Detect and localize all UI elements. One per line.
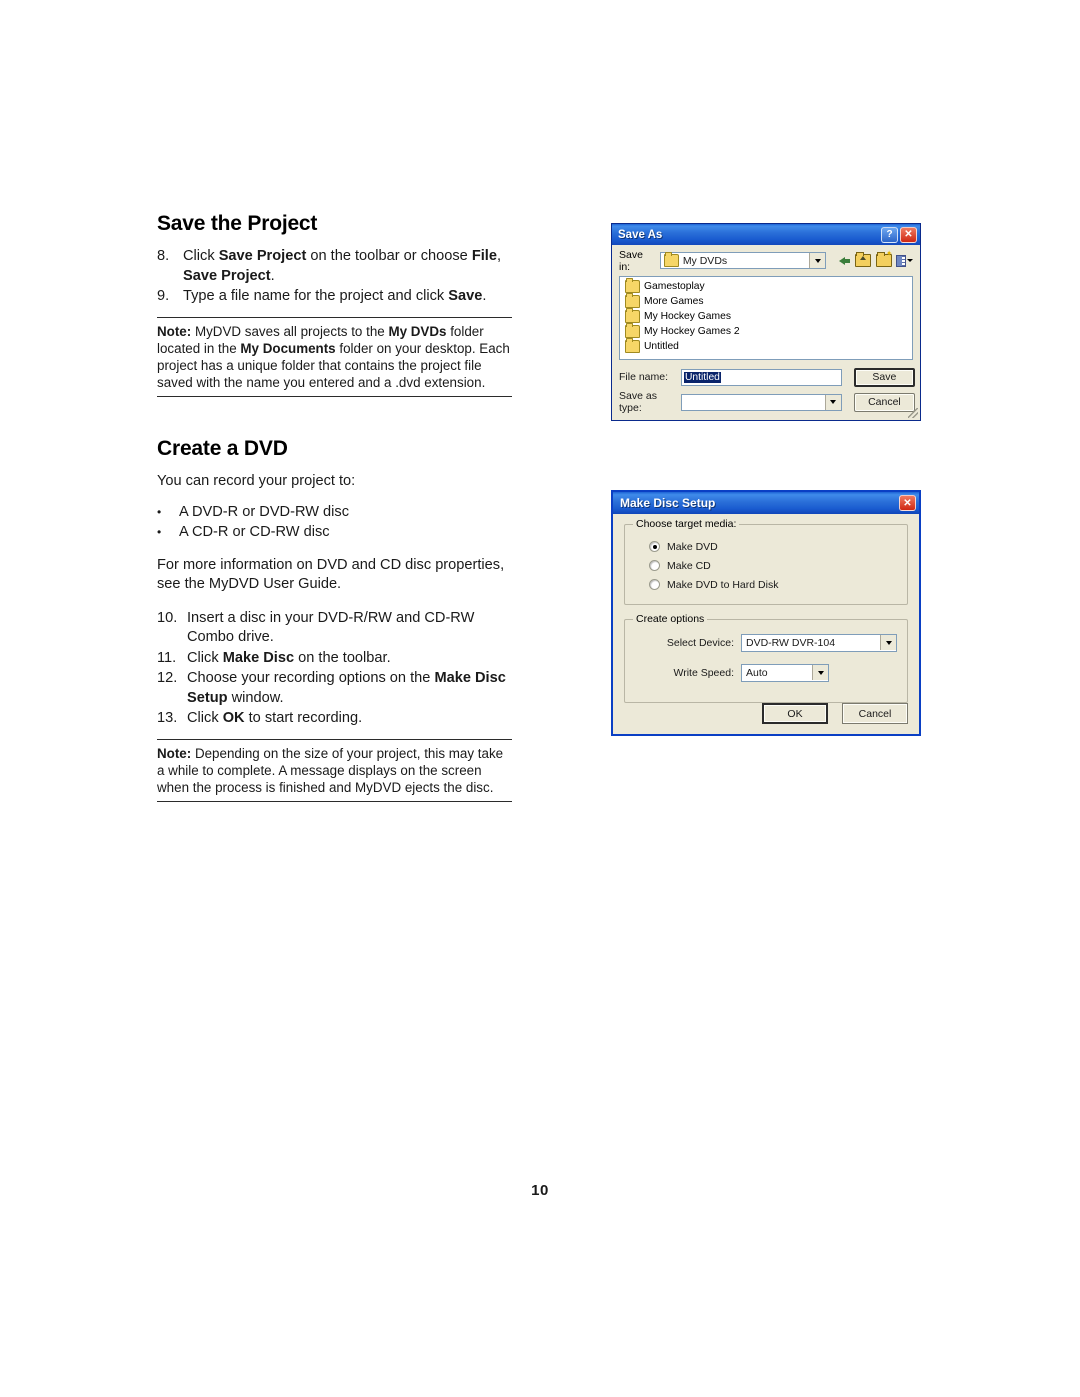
save-as-bottom xyxy=(619,367,915,417)
note-create-dvd xyxy=(157,739,512,803)
chevron-down-icon[interactable] xyxy=(812,665,828,680)
make-disc-buttons xyxy=(748,703,908,724)
save-in-row xyxy=(619,248,913,273)
step-number: 13. xyxy=(157,710,178,727)
radio-label: Make DVD xyxy=(667,540,718,553)
save-as-type-label: Save as type: xyxy=(619,390,657,414)
save-as-body xyxy=(612,245,920,420)
step-text: Click Make Disc on the toolbar. xyxy=(187,649,391,666)
create-options-legend: Create options xyxy=(633,613,707,625)
folder-icon xyxy=(625,340,640,353)
target-media-group xyxy=(624,518,908,605)
cancel-button[interactable]: Cancel xyxy=(854,393,915,412)
list-item xyxy=(157,709,512,729)
target-media-legend: Choose target media: xyxy=(633,518,739,530)
radio-icon[interactable] xyxy=(649,541,660,552)
save-in-value: My DVDs xyxy=(682,254,728,267)
radio-icon[interactable] xyxy=(649,560,660,571)
select-device-combo[interactable] xyxy=(741,634,897,652)
list-item[interactable] xyxy=(622,339,912,354)
create-dvd-bullets xyxy=(157,502,512,542)
create-dvd-paragraph: For more information on DVD and CD disc properties, see the MyDVD User Guide. xyxy=(157,556,505,593)
folder-icon xyxy=(625,280,640,293)
step-number: 9. xyxy=(157,288,170,304)
step-text: Type a file name for the project and click Save. xyxy=(183,288,487,304)
step-number: 11. xyxy=(157,649,177,666)
radio-label: Make DVD to Hard Disk xyxy=(667,578,779,591)
file-name: Gamestoplay xyxy=(644,281,705,292)
step-text: Click Save Project on the toolbar or choose File, Save Project. xyxy=(183,248,502,284)
note-text: Note: MyDVD saves all projects to the My DVDs folder located in the My Documents folder on your desktop. Each project has a unique folder that contains the project file saved with the name you entered and a .dvd extension. xyxy=(157,323,510,391)
file-name-input[interactable] xyxy=(681,369,842,386)
file-name-label: File name: xyxy=(619,371,669,383)
views-icon[interactable] xyxy=(896,253,913,269)
create-options-group xyxy=(624,613,908,703)
save-as-type-combo[interactable] xyxy=(681,394,842,411)
folder-icon xyxy=(625,295,640,308)
write-speed-row xyxy=(635,662,897,683)
document-text-column xyxy=(157,212,512,802)
page-number: 10 xyxy=(531,1182,549,1199)
chevron-down-icon[interactable] xyxy=(809,253,825,268)
save-in-label: Save in: xyxy=(619,248,643,273)
new-folder-icon[interactable]: ✦ xyxy=(875,253,892,269)
bullet-text: A CD-R or CD-RW disc xyxy=(179,523,330,540)
close-icon[interactable]: ✕ xyxy=(900,227,917,243)
bullet-text: A DVD-R or DVD-RW disc xyxy=(179,503,350,520)
list-item xyxy=(157,649,512,669)
radio-icon[interactable] xyxy=(649,579,660,590)
help-icon[interactable]: ? xyxy=(881,227,898,243)
select-device-value: DVD-RW DVR-104 xyxy=(746,636,836,649)
step-number: 10. xyxy=(157,609,178,626)
bullet-icon: • xyxy=(157,504,162,519)
list-item xyxy=(157,247,512,286)
save-as-dialog xyxy=(611,223,921,421)
list-item xyxy=(157,609,512,648)
list-item xyxy=(157,287,512,307)
folder-icon xyxy=(664,254,679,267)
save-as-titlebar[interactable] xyxy=(612,224,920,245)
step-number: 12. xyxy=(157,670,178,687)
page-title-create-a-dvd: Create a DVD xyxy=(157,437,288,461)
bullet-icon: • xyxy=(157,524,162,539)
list-item[interactable] xyxy=(622,309,912,324)
write-speed-value: Auto xyxy=(746,666,768,679)
create-dvd-steps xyxy=(157,609,512,729)
radio-label: Make CD xyxy=(667,559,711,572)
list-item[interactable] xyxy=(622,324,912,339)
note-text: Note: Depending on the size of your project, this may take a while to complete. A message displays on the screen when the process is finished and MyDVD ejects the disc. xyxy=(157,745,504,796)
list-item xyxy=(157,522,512,542)
make-disc-title: Make Disc Setup xyxy=(620,496,716,510)
note-save-project xyxy=(157,317,512,398)
file-name-row xyxy=(619,367,915,387)
save-project-steps xyxy=(157,247,512,307)
make-disc-titlebar[interactable] xyxy=(613,492,919,514)
file-name: Untitled xyxy=(644,341,679,352)
up-one-level-icon[interactable] xyxy=(854,253,871,269)
folder-icon xyxy=(625,310,640,323)
write-speed-label: Write Speed: xyxy=(673,666,734,679)
cancel-button[interactable]: Cancel xyxy=(842,703,908,724)
chevron-down-icon[interactable] xyxy=(880,635,896,650)
file-name: My Hockey Games xyxy=(644,311,731,322)
step-text: Click OK to start recording. xyxy=(187,710,363,727)
select-device-row xyxy=(635,632,897,653)
list-item[interactable] xyxy=(622,279,912,294)
save-button[interactable]: Save xyxy=(854,368,915,387)
radio-make-dvd-to-hard-disk[interactable] xyxy=(649,575,897,594)
file-name: My Hockey Games 2 xyxy=(644,326,740,337)
chevron-down-icon[interactable] xyxy=(825,395,841,410)
resize-grip[interactable] xyxy=(908,408,918,418)
file-name-value: Untitled xyxy=(685,371,720,383)
folder-icon xyxy=(625,325,640,338)
back-icon[interactable] xyxy=(833,253,850,269)
select-device-label: Select Device: xyxy=(666,636,734,649)
step-text: Choose your recording options on the Make Disc Setup window. xyxy=(187,670,506,706)
save-as-title: Save As xyxy=(618,228,663,241)
close-icon[interactable]: ✕ xyxy=(899,495,916,511)
list-item xyxy=(157,502,512,522)
file-list[interactable] xyxy=(619,276,913,360)
make-disc-setup-dialog xyxy=(611,490,921,736)
file-name: More Games xyxy=(644,296,704,307)
save-as-toolbar xyxy=(833,249,913,269)
save-in-combo[interactable] xyxy=(660,252,826,269)
make-disc-body xyxy=(613,514,919,734)
page-title-save-the-project: Save the Project xyxy=(157,212,318,235)
save-as-type-row xyxy=(619,392,915,412)
radio-make-cd[interactable] xyxy=(649,556,897,575)
write-speed-combo[interactable] xyxy=(741,664,829,682)
list-item[interactable] xyxy=(622,294,912,309)
create-dvd-intro: You can record your project to: xyxy=(157,473,356,490)
list-item xyxy=(157,669,512,708)
step-text: Insert a disc in your DVD-R/RW and CD-RW Combo drive. xyxy=(187,609,475,646)
step-number: 8. xyxy=(157,248,170,264)
ok-button[interactable]: OK xyxy=(762,703,828,724)
radio-make-dvd[interactable] xyxy=(649,537,897,556)
